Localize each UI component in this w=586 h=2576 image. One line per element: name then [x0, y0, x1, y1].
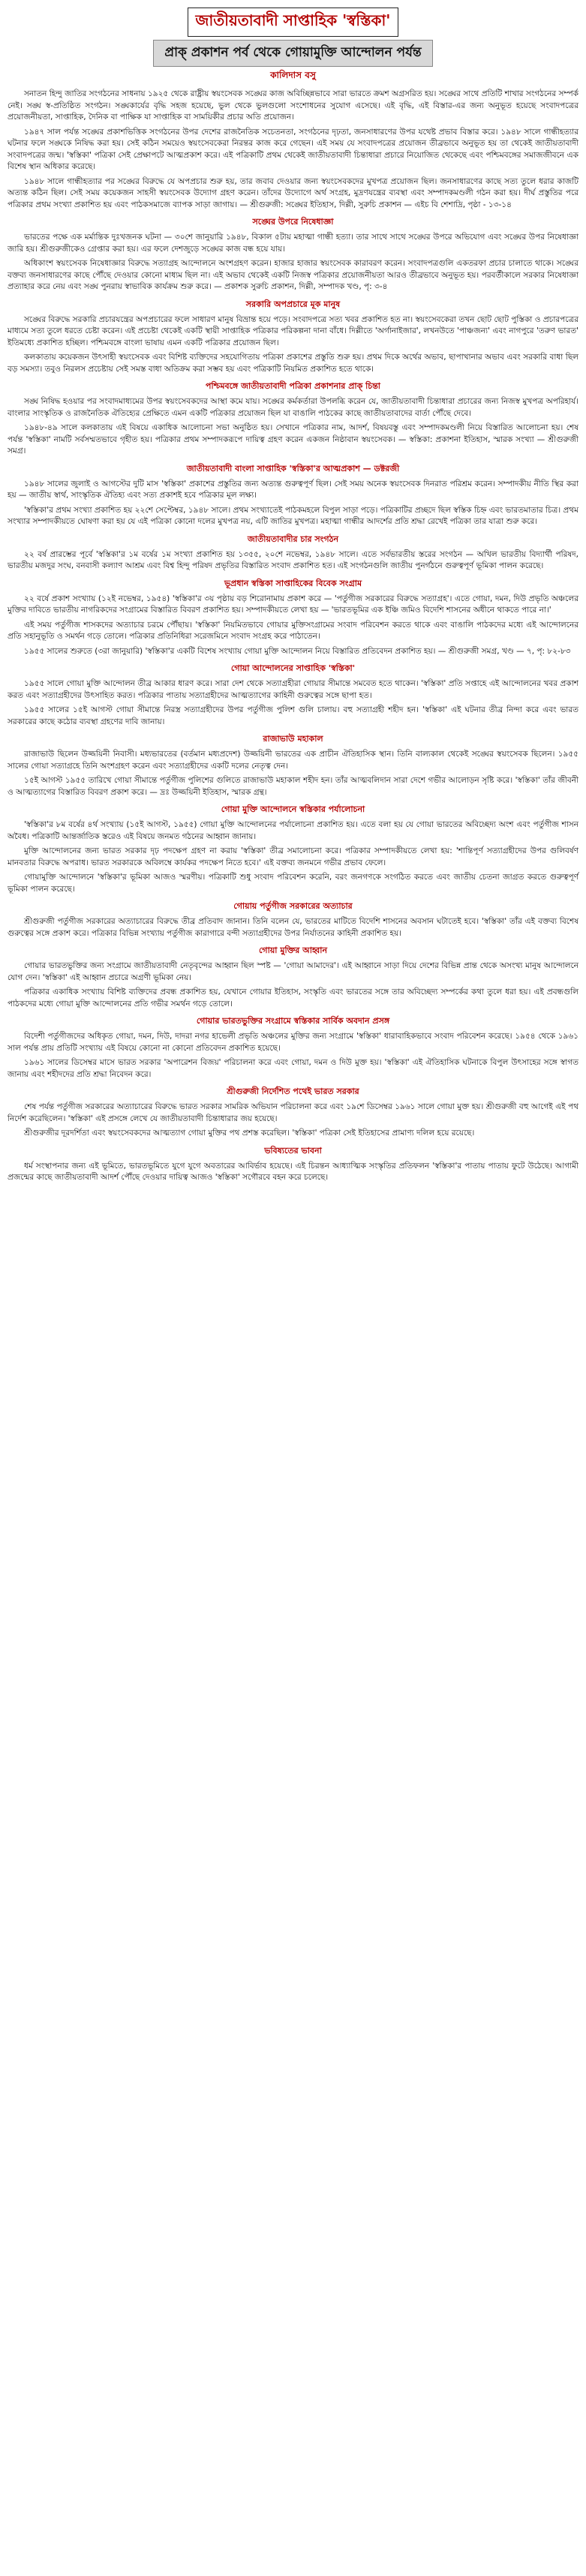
paragraph: এই সময় পর্তুগীজ শাসকদের অত্যাচার চরমে পৌঁছায়। 'স্বস্তিকা' নিয়মিতভাবে গোয়ার মুক্তিসংগ্রামের সংবাদ পরিবেশন করতে থাকে এবং বাঙালি পাঠকদের মধ্যে এই আন্দোলনের প্রতি সহানুভূতি ও সমর্থন গড়ে তোলে। পত্রিকার প্রতিনিধিরা সরেজমিনে সংবাদ সংগ্রহ করে পাঠাতেন।	[8, 620, 578, 641]
paragraph: মুক্তি আন্দোলনের জন্য ভারত সরকার দৃঢ় পদক্ষেপ গ্রহণ না করায় 'স্বস্তিকা' তীব্র সমালোচনা করে। পত্রিকার সম্পাদকীয়তে লেখা হয়: 'শান্তিপূর্ণ সত্যাগ্রহীদের উপর গুলিবর্ষণ মানবতার বিরুদ্ধে অপরাধ। ভারত সরকারকে অবিলম্বে কার্যকর পদক্ষেপ নিতে হবে।' এই বক্তব্য জনমনে গভীর প্রভাব ফেলে।	[8, 846, 578, 867]
paragraph: রাজাভাউ ছিলেন উজ্জয়িনী নিবাসী। মধ্যভারতের (বর্তমান মধ্যপ্রদেশ) উজ্জয়িনী ভারতের এক প্রাচীন ঐতিহাসিক স্থান। তিনি বাল্যকাল থেকেই সঙ্ঘের স্বয়ংসেবক ছিলেন। ১৯৫৫ সালের গোয়া সত্যাগ্রহে তিনি অংশগ্রহণ করেন এবং সত্যাগ্রহীদের একটি দলের নেতৃত্ব দেন।	[8, 750, 578, 771]
paragraph: ১৫ই আগস্ট ১৯৫৫ তারিখে গোয়া সীমান্তে পর্তুগীজ পুলিশের গুলিতে রাজাভাউ মহাকাল শহীদ হন। তাঁর আত্মবলিদান সারা দেশে গভীর আলোড়ন সৃষ্টি করে। 'স্বস্তিকা' তাঁর জীবনী ও আত্মত্যাগের বিস্তারিত বিবরণ প্রকাশ করে। — দ্রঃ উজ্জয়িনী ইতিহাস, স্মারক গ্রন্থ।	[8, 776, 578, 797]
article-section	[8, 732, 578, 798]
section-heading: গোয়া আন্দোলনের সাপ্তাহিক 'স্বস্তিকা'	[230, 663, 356, 673]
article-section	[8, 803, 578, 895]
paragraph: সঙ্ঘের বিরুদ্ধে সরকারি প্রচারযন্ত্রের অপপ্রচারের ফলে সাধারণ মানুষ বিভ্রান্ত হয়ে পড়ে। সংবাদপত্রে সত্য খবর প্রকাশিত হত না। স্বয়ংসেবকেরা তখন ছোট ছোট পুস্তিকা ও প্রচারপত্রের মাধ্যমে সত্য তুলে ধরতে চেষ্টা করেন। এই প্রচেষ্টা থেকেই একটি স্থায়ী সাপ্তাহিক পত্রিকার পরিকল্পনা দানা বাঁধে। দিল্লীতে 'অর্গানাইজার', লখনউতে 'পাঞ্চজন্য' এবং নাগপুরে 'তরুণ ভারত' ইতিমধ্যে প্রকাশিত হচ্ছিল। পশ্চিমবঙ্গে বাংলা ভাষায় এমন একটি পত্রিকার প্রয়োজন ছিল।	[8, 314, 578, 347]
article-section	[8, 380, 578, 458]
paragraph: ধর্ম সংস্থাপনার জন্য এই ভূমিতে, ভারতভূমিতে যুগে যুগে অবতারের আবির্ভাব হয়েছে। এই চিরন্তন আধ্যাত্মিক সংস্কৃতির প্রতিফলন 'স্বস্তিকা'র পাতায় পাতায় ফুটে উঠেছে। আগামী প্রজন্মের কাছে জাতীয়তাবাদী আদর্শ পৌঁছে দেওয়ার দায়িত্ব আজও 'স্বস্তিকা' সগৌরবে বহন করে চলেছে।	[8, 1161, 578, 1182]
paragraph: অধিকাংশ স্বয়ংসেবক নিষেধাজ্ঞার বিরুদ্ধে সত্যাগ্রহ আন্দোলনে অংশগ্রহণ করেন। হাজার হাজার স্বয়ংসেবক কারাবরণ করেন। সংবাদপত্রগুলি একতরফা প্রচার চালাতে থাকে। সঙ্ঘের বক্তব্য জনসাধারণের কাছে পৌঁছে দেওয়ার কোনো মাধ্যম ছিল না। এই অভাব থেকেই একটি নিজস্ব পত্রিকার প্রয়োজনীয়তা আরও তীব্রভাবে অনুভূত হয়। পরবর্তীকালে সরকার নিষেধাজ্ঞা প্রত্যাহার করে নেয় এবং সঙ্ঘ পুনরায় স্বাভাবিক কার্যক্রম শুরু করে। — প্রকাশক সুরুচি প্রকাশন, দিল্লী, সম্পাদক খণ্ড, পৃ: ৩-৪	[8, 259, 578, 291]
paragraph: শ্রীগুরুজীর দূরদর্শিতা এবং স্বয়ংসেবকদের আত্মত্যাগ গোয়া মুক্তির পথ প্রশস্ত করেছিল। 'স্বস্তিকা' পত্রিকা সেই ইতিহাসের প্রামাণ্য দলিল হয়ে রয়েছে।	[24, 1129, 475, 1138]
paragraph: 'স্বস্তিকা'র প্রথম সংখ্যা প্রকাশিত হয় ২২শে সেপ্টেম্বর, ১৯৪৮ সালে। প্রথম সংখ্যাতেই পাঠকমহলে বিপুল সাড়া পড়ে। পত্রিকাটির প্রচ্ছদে ছিল স্বস্তিক চিহ্ন এবং ভারতমাতার চিত্র। প্রথম সংখ্যার সম্পাদকীয়তে ঘোষণা করা হয় যে এই পত্রিকা কোনো দলের মুখপত্র নয়, এটি জাতির মুখপত্র। মহাত্মা গান্ধীর আদর্শের প্রতি শ্রদ্ধা রেখেই পত্রিকা তার যাত্রা শুরু করে।	[8, 505, 578, 526]
section-heading: রাজাভাউ মহাকাল	[263, 734, 323, 744]
paragraph: ১৯৬১ সালের ডিসেম্বর মাসে ভারত সরকার 'অপারেশন বিজয়' পরিচালনা করে এবং গোয়া, দমন ও দিউ মুক্ত হয়। 'স্বস্তিকা' এই ঐতিহাসিক ঘটনাকে বিপুল উৎসাহের সঙ্গে স্বাগত জানায় এবং শহীদদের প্রতি শ্রদ্ধা নিবেদন করে।	[8, 1058, 578, 1079]
section-heading: জাতীয়তাবাদী বাংলা সাপ্তাহিক 'স্বস্তিকা'র আত্মপ্রকাশ — ডক্টরজী	[186, 463, 400, 473]
section-heading: ভবিষ্যতের ভাবনা	[264, 1145, 322, 1156]
paragraph: কলকাতায় কয়েকজন উৎসাহী স্বয়ংসেবক এবং বিশিষ্ট ব্যক্তিদের সহযোগিতায় পত্রিকা প্রকাশের প্রস্তুতি শুরু হয়। প্রথম দিকে অর্থের অভাব, ছাপাখানার অভাব এবং সরকারি বাধা ছিল বড় সমস্যা। তবুও নিরলস প্রচেষ্টায় সেই সমস্ত বাধা অতিক্রম করা সম্ভব হয় এবং পত্রিকাটি নিয়মিত প্রকাশিত হতে থাকে।	[8, 353, 578, 374]
article-section	[8, 1014, 578, 1081]
paragraph: ১৯৫৫ সালের ১৫ই আগস্ট গোয়া সীমান্তে নিরস্ত্র সত্যাগ্রহীদের উপর পর্তুগীজ পুলিশ গুলি চালায়। বহু সত্যাগ্রহী শহীদ হন। 'স্বস্তিকা' এই ঘটনার তীব্র নিন্দা করে এবং ভারত সরকারের কাছে কঠোর ব্যবস্থা গ্রহণের দাবি জানায়।	[8, 705, 578, 726]
article-section	[8, 1085, 578, 1140]
section-heading: গোয়া মুক্তির আহ্বান	[258, 945, 328, 955]
article-section	[8, 944, 578, 1010]
section-heading: জাতীয়তাবাদীর চার সংগঠন	[247, 534, 339, 544]
article-section	[8, 533, 578, 573]
title-wrap	[8, 8, 578, 37]
paragraph: ১৯৪৮-৪৯ সালে কলকাতায় এই বিষয়ে একাধিক আলোচনা সভা অনুষ্ঠিত হয়। সেখানে পত্রিকার নাম, আদর্শ, বিষয়বস্তু এবং সম্পাদকমণ্ডলী নিয়ে বিস্তারিত আলোচনা হয়। শেষ পর্যন্ত 'স্বস্তিকা' নামটি সর্বসম্মতভাবে গৃহীত হয়। পত্রিকার প্রথম সম্পাদকরূপে দায়িত্ব গ্রহণ করেন একজন নিষ্ঠাবান স্বয়ংসেবক। — স্বস্তিকা: প্রকাশনা ইতিহাস, স্মারক সংখ্যা — শ্রীগুরুজী সমগ্র।	[8, 423, 578, 455]
article-section	[8, 89, 578, 211]
section-heading: গোয়া মুক্তি আন্দোলনে স্বস্তিকার পর্যালোচনা	[221, 804, 365, 814]
paragraph: শেষ পর্যন্ত পর্তুগীজ সরকারের অত্যাচারের বিরুদ্ধে ভারত সরকার সামরিক অভিযান পরিচালনা করে এবং ১৯শে ডিসেম্বর ১৯৬১ সালে গোয়া মুক্ত হয়। শ্রীগুরুজী বহু আগেই এই পথ নির্দেশ করেছিলেন। 'স্বস্তিকা' এই প্রসঙ্গে লেখে যে জাতীয়তাবাদী চিন্তাধারার জয় হয়েছে।	[8, 1102, 578, 1123]
paragraph: ২২ বর্ষে প্রকাশ সংখ্যায় (১২ই নভেম্বর, ১৯৫৪) 'স্বস্তিকা'র ৩য় পৃষ্ঠায় বড় শিরোনামায় প্রকাশ করে — 'পর্তুগীজ সরকারের বিরুদ্ধে সত্যাগ্রহ'। এতে গোয়া, দমন, দিউ প্রভৃতি অঞ্চলের মুক্তির দাবিতে ভারতীয় নাগরিকদের সংগ্রামের বিস্তারিত বিবরণ প্রকাশিত হয়। সম্পাদকীয়তে লেখা হয় — 'ভারতভূমির এক ইঞ্চি জমিও বিদেশি শাসনের অধীনে থাকতে পারে না।'	[8, 594, 578, 615]
article-subtitle: প্রাক্ প্রকাশন পর্ব থেকে গোয়ামুক্তি আন্দোলন পর্যন্ত	[153, 40, 432, 67]
article-title: জাতীয়তাবাদী সাপ্তাহিক 'স্বস্তিকা'	[188, 8, 399, 37]
paragraph: সঙ্ঘ নিষিদ্ধ হওয়ার পর সংবাদমাধ্যমের উপর স্বয়ংসেবকদের আস্থা কমে যায়। সঙ্ঘের কর্মকর্তারা উপলব্ধি করেন যে, জাতীয়তাবাদী চিন্তাধারা প্রচারের জন্য নিজস্ব মুখপত্র অপরিহার্য। বাংলার সাংস্কৃতিক ও রাজনৈতিক ঐতিহ্যের প্রেক্ষিতে এমন একটি পত্রিকার প্রয়োজন ছিল যা বাঙালি পাঠকের কাছে জাতীয়তাবাদের বার্তা পৌঁছে দেবে।	[8, 397, 578, 418]
article-section	[8, 462, 578, 528]
paragraph: ১৯৫৫ সালে গোয়া মুক্তি আন্দোলন তীব্র আকার ধারণ করে। সারা দেশ থেকে সত্যাগ্রহীরা গোয়ার সীমান্তে সমবেত হতে থাকেন। 'স্বস্তিকা' প্রতি সপ্তাহে এই আন্দোলনের খবর প্রকাশ করত এবং সত্যাগ্রহীদের উৎসাহিত করত। পত্রিকার পাতায় সত্যাগ্রহীদের আত্মত্যাগের কাহিনী গুরুত্বের সঙ্গে ছাপা হত।	[8, 679, 578, 700]
paragraph: ১৯৪৮ সালে গান্ধীহত্যার পর সঙ্ঘের বিরুদ্ধে যে অপপ্রচার শুরু হয়, তার জবাব দেওয়ার জন্য স্বয়ংসেবকদের মুখপত্র প্রয়োজন ছিল। জনসাধারণের কাছে সত্য তুলে ধরার কাজটি অত্যন্ত কঠিন ছিল। সেই সময় কয়েকজন সাহসী স্বয়ংসেবক উদ্যোগ গ্রহণ করেন। তাঁদের উদ্যোগে অর্থ সংগ্রহ, মুদ্রণযন্ত্রের ব্যবস্থা এবং সম্পাদকমণ্ডলী গঠন করা হয়। দীর্ঘ প্রস্তুতির পরে পত্রিকার প্রথম সংখ্যা প্রকাশিত হয় এবং পাঠকসমাজে ব্যাপক সাড়া জাগায়। — শ্রীগুরুজী: সঙ্ঘের ইতিহাস, দিল্লী, সুরুচি প্রকাশন — এইচ বি শেশাদ্রি, পৃষ্ঠা - ১৩-১৪	[8, 176, 578, 209]
section-heading: ভূপ্রধান স্বস্তিকা সাপ্তাহিকের বিবেক সংগ্রাম	[224, 578, 362, 588]
article-section	[8, 900, 578, 939]
author-name: কালিদাস বসু	[270, 70, 316, 80]
article-section	[8, 577, 578, 658]
paragraph: ২২ বর্ষ প্রারম্ভের পূর্বে 'স্বস্তিকা'র ১ম বর্ষের ১ম সংখ্যা প্রকাশিত হয় ১৩৫৫, ২০শে নভেম্বর, ১৯৪৮ সালে। এতে সর্বভারতীয় স্তরের সংগঠন — অখিল ভারতীয় বিদ্যার্থী পরিষদ, ভারতীয় মজদুর সংঘ, বনবাসী কল্যাণ আশ্রম এবং বিশ্ব হিন্দু পরিষদ প্রভৃতির বিস্তারিত সংবাদ প্রকাশিত হত। এই সংগঠনগুলি জাতীয় পুনর্গঠনে গুরুত্বপূর্ণ ভূমিকা পালন করেছে।	[8, 549, 578, 570]
section-heading: শ্রীগুরুজী নির্দেশিত পথেই ভারত সরকার	[227, 1087, 359, 1096]
subtitle-wrap	[8, 40, 578, 67]
article-section	[8, 1144, 578, 1184]
paragraph: ১৯৫৫ সালের শুরুতে (৩রা জানুয়ারি) 'স্বস্তিকা'র একটি বিশেষ সংখ্যায় গোয়া মুক্তি আন্দোলন নিয়ে বিস্তারিত প্রতিবেদন প্রকাশিত হয়। — শ্রীগুরুজী সমগ্র, খণ্ড — ৭, পৃ: ৮২-৮৩	[24, 646, 571, 656]
section-heading: সঙ্ঘের উপরে নিষেধাজ্ঞা	[252, 217, 334, 227]
paragraph: সনাতন হিন্দু জাতির সংগঠনের সাধনায় ১৯২৫ থেকে রাষ্ট্রীয় স্বয়ংসেবক সঙ্ঘের কাজ অবিচ্ছিন্নভাবে সারা ভারতে ক্রমশ অগ্রসরিত হয়। সঙ্ঘের সাথে প্রতিটি শাখার সংগঠনের সম্পর্ক নেই। সঙ্ঘ স্ব-প্রতিষ্ঠিত সংগঠন। সঙ্ঘকার্যের বৃদ্ধি সহজ হয়েছে, ভুল থেকে ভুলগুলো সংশোধনের সুযোগ এসেছে। এই বৃদ্ধি, এই বিস্তার-এর জন্য অনুভূত হয়েছে সংবাদপত্রের প্রয়োজনীয়তা, সাপ্তাহিক, দৈনিক বা পাক্ষিক যা সাপ্তাহিক বা সাময়িকীর প্রচার অতি প্রয়োজন।	[8, 89, 578, 122]
section-heading: পশ্চিমবঙ্গে জাতীয়তাবাদী পত্রিকা প্রকাশনার প্রাক্ চিন্তা	[206, 381, 380, 391]
paragraph: বিদেশী পর্তুগীজদের অধিকৃত গোয়া, দমন, দিউ, দাদরা নগর হাভেলী প্রভৃতি অঞ্চলের মুক্তির জন্য সংগ্রামে 'স্বস্তিকা' ধারাবাহিকভাবে সংবাদ পরিবেশন করেছে। ১৯৫৪ থেকে ১৯৬১ সাল পর্যন্ত প্রায় প্রতিটি সংখ্যায় এই বিষয়ে কোনো না কোনো প্রতিবেদন প্রকাশিত হয়েছে।	[8, 1032, 578, 1053]
paragraph: ১৯৪৭ সাল পর্যন্ত সঙ্ঘের প্রকাশভিত্তিক সংগঠনের উপর দেশের রাজনৈতিক সচেতনতা, সংগঠনের দৃঢ়তা, জনসাধারণের উপর যথেষ্ট প্রভাব বিস্তার করে। ১৯৪৮ সালে গান্ধীহত্যার ঘটনার ফলে সঙ্ঘকে নিষিদ্ধ করা হয়। সেই কঠিন সময়েও স্বয়ংসেবকেরা নিরন্তর কাজ করে গেছেন। এই সময় যে সংবাদপত্রের প্রয়োজন তীব্রভাবে অনুভূত হয় তা থেকেই জাতীয়তাবাদী সংবাদপত্রের জন্ম। 'স্বস্তিকা' পত্রিকা সেই প্রেক্ষাপটে আত্মপ্রকাশ করে। এই পত্রিকাটি প্রথম থেকেই জাতীয়তাবাদী চিন্তাধারা প্রচারে নিয়োজিত থেকেছে এবং পশ্চিমবঙ্গের সমাজজীবনে এক বিশেষ স্থান অধিকার করেছে।	[8, 127, 578, 171]
article-body	[8, 89, 578, 1184]
article-page	[8, 0, 578, 1184]
article-section	[8, 298, 578, 376]
article-section	[8, 662, 578, 728]
article-section	[8, 215, 578, 293]
paragraph: গোয়ামুক্তি আন্দোলনে 'স্বস্তিকা'র ভূমিকা আজও স্মরণীয়। পত্রিকাটি শুধু সংবাদ পরিবেশন করেনি, বরং জনগণকে সংগঠিত করতে এবং জাতীয় চেতনা জাগ্রত করতে গুরুত্বপূর্ণ ভূমিকা পালন করেছে।	[8, 873, 578, 894]
paragraph: গোয়ার ভারতভুক্তির জন্য সংগ্রামে জাতীয়তাবাদী নেতৃবৃন্দের আহ্বান ছিল স্পষ্ট — 'গোয়া আমাদের'। এই আহ্বানে সাড়া দিয়ে দেশের বিভিন্ন প্রান্ত থেকে অসংখ্য মানুষ আন্দোলনে যোগ দেন। 'স্বস্তিকা' এই আহ্বান প্রচারে অগ্রণী ভূমিকা নেয়।	[8, 961, 578, 982]
section-heading: সরকারি অপপ্রচারে মূক মানুষ	[245, 299, 341, 309]
paragraph: ভারতের পক্ষে এক মর্মান্তিক দুঃখজনক ঘটনা — ৩০শে জানুয়ারি ১৯৪৮, বিকাল ৫টায় মহাত্মা গান্ধী হত্যা। তার সাথে সাথে সঙ্ঘের উপরে অভিযোগ এবং সঙ্ঘের উপর নিষেধাজ্ঞা জারি হয়। শ্রীগুরুজীকেও গ্রেপ্তার করা হয়। এর ফলে দেশজুড়ে সঙ্ঘের কাজ বন্ধ হয়ে যায়।	[8, 233, 578, 254]
paragraph: 'স্বস্তিকা'র ৮ম বর্ষের ৪র্থ সংখ্যায় (১৫ই আগস্ট, ১৯৫৫) গোয়া মুক্তি আন্দোলনের পর্যালোচনা প্রকাশিত হয়। এতে বলা হয় যে গোয়া ভারতের অবিচ্ছেদ্য অংশ এবং পর্তুগীজ শাসন অবৈধ। পত্রিকাটি আন্তর্জাতিক স্তরেও এই বিষয়ে জনমত গঠনের আহ্বান জানায়।	[8, 820, 578, 841]
paragraph: ১৯৪৮ সালের জুলাই ও আগস্টের দুটি মাস 'স্বস্তিকা' প্রকাশের প্রস্তুতির জন্য অত্যন্ত গুরুত্বপূর্ণ ছিল। সেই সময় অনেক স্বয়ংসেবক দিনরাত পরিশ্রম করেন। সম্পাদকীয় নীতি স্থির করা হয় — জাতীয় স্বার্থ, সাংস্কৃতিক ঐতিহ্য এবং সত্য প্রকাশই হবে পত্রিকার মূল লক্ষ্য।	[8, 479, 578, 500]
paragraph: শ্রীগুরুজী পর্তুগীজ সরকারের অত্যাচারের বিরুদ্ধে তীব্র প্রতিবাদ জানান। তিনি বলেন যে, ভারতের মাটিতে বিদেশি শাসনের অবসান ঘটাতেই হবে। 'স্বস্তিকা' তাঁর এই বক্তব্য বিশেষ গুরুত্বের সঙ্গে প্রকাশ করে। পত্রিকার বিভিন্ন সংখ্যায় পর্তুগীজ কারাগারে বন্দী সত্যাগ্রহীদের উপর নির্যাতনের কাহিনী প্রকাশিত হয়।	[8, 917, 578, 938]
paragraph: পত্রিকার একাধিক সংখ্যায় বিশিষ্ট ব্যক্তিদের প্রবন্ধ প্রকাশিত হয়, যেখানে গোয়ার ইতিহাস, সংস্কৃতি এবং ভারতের সঙ্গে তার অবিচ্ছেদ্য সম্পর্কের কথা তুলে ধরা হয়। এই প্রবন্ধগুলি পাঠকদের মধ্যে গোয়া মুক্তি আন্দোলনের প্রতি গভীর সমর্থন গড়ে তোলে।	[8, 987, 578, 1008]
section-heading: গোয়ায় পর্তুগীজ সরকারের অত্যাচার	[233, 901, 353, 911]
section-heading: গোয়ার ভারতভুক্তির সংগ্রামে স্বস্তিকার সার্বিক অবদান প্রসঙ্গ	[196, 1016, 390, 1026]
